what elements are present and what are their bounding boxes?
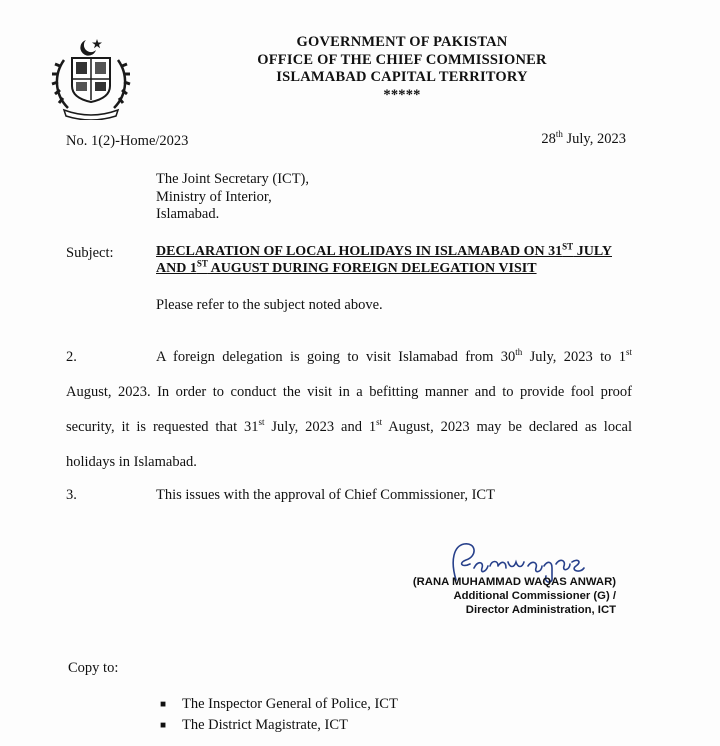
bullet-icon: ■: [160, 720, 167, 731]
subject-label: Subject:: [66, 245, 114, 261]
paragraph-number: 3.: [66, 487, 77, 503]
addressee-block: [156, 171, 309, 224]
bullet-icon: ■: [160, 699, 167, 710]
copy-to-list: [160, 694, 398, 736]
header-line-1: GOVERNMENT OF PAKISTAN: [296, 34, 508, 50]
paragraph-number: 2.: [66, 349, 77, 365]
signatory-title: Additional Commissioner (G) /: [453, 590, 616, 602]
signatory-title: Director Administration, ICT: [465, 604, 616, 616]
addressee-line: The Joint Secretary (ICT),: [156, 171, 310, 187]
paragraph-3: This issues with the approval of Chief Commissioner, ICT: [156, 487, 495, 503]
copy-to-label: Copy to:: [68, 660, 119, 676]
paragraph-1: Please refer to the subject noted above.: [156, 297, 383, 313]
header-stars: *****: [383, 86, 421, 103]
list-item: ■ The District Magistrate, ICT: [160, 715, 398, 736]
list-item: ■ The Inspector General of Police, ICT: [160, 694, 398, 715]
signatory-name: (RANA MUHAMMAD WAQAS ANWAR): [412, 576, 616, 588]
signature-block: [402, 575, 616, 617]
paragraph-2: 2. A foreign delegation is going to visit Islamabad from 30th July, 2023 to 1st August, 2023. In order to conduct the visit in a befitting manner and to provide fool proof security, it is requested that 31st July, 2023 and 1st August, 2023 may be declared as local holidays in Islamabad.: [66, 340, 632, 480]
addressee-line: Islamabad.: [156, 206, 220, 222]
reference-number: No. 1(2)-Home/2023: [66, 133, 189, 149]
subject-text: DECLARATION OF LOCAL HOLIDAYS IN ISLAMABAD ON 31ST JULY AND 1ST AUGUST DURING FOREIGN DELEGATION VISIT: [156, 241, 612, 276]
header-line-2: OFFICE OF THE CHIEF COMMISSIONER: [257, 51, 547, 68]
letter-date: 28th July, 2023: [541, 129, 626, 147]
header-line-3: ISLAMABAD CAPITAL TERRITORY: [276, 69, 528, 85]
letterhead: [0, 34, 720, 104]
addressee-line: Ministry of Interior,: [156, 188, 272, 205]
